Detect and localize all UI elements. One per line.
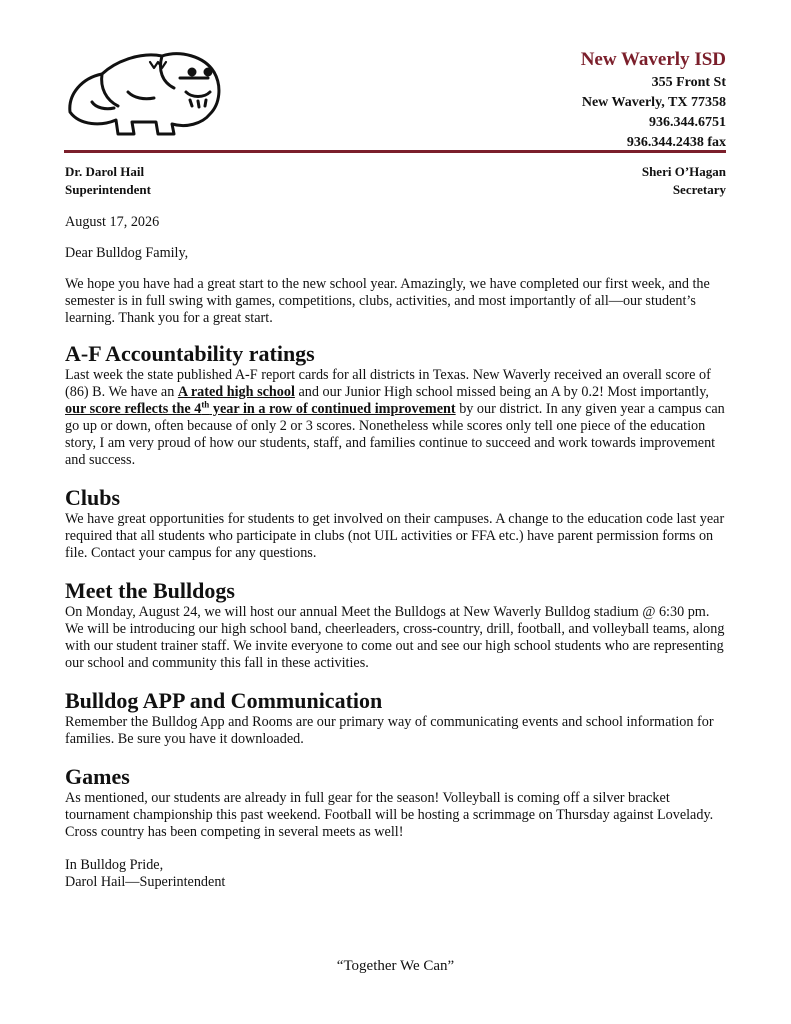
city-line: New Waverly, TX 77358 xyxy=(581,95,726,110)
closing-signature xyxy=(65,857,729,891)
phone-number: 936.344.6751 xyxy=(649,115,726,130)
footer-motto: “Together We Can” xyxy=(336,958,455,974)
section-meet-the-bulldogs xyxy=(65,578,729,672)
superintendent-block xyxy=(65,163,151,199)
section-app xyxy=(65,688,729,748)
header-divider xyxy=(64,150,726,153)
section-paragraph: On Monday, August 24, we will host our annual Meet the Bulldogs at New Waverly Bulldog stadium @ 6:30 pm. We will be introducing our high school band, cheerleaders, cross-country, drill, football, and volleyball teams, along with our student trainer staff. We invite everyone to come out and see our high school students who are representing our school and community this fall in these activities. xyxy=(65,604,725,671)
district-name: New Waverly ISD xyxy=(580,49,726,70)
address-line: 355 Front St xyxy=(651,75,726,90)
section-accountability xyxy=(65,341,729,469)
section-heading: A-F Accountability ratings xyxy=(65,341,315,366)
section-heading: Games xyxy=(65,764,130,789)
section-paragraph: Remember the Bulldog App and Rooms are our primary way of communicating events and school information for families. Be sure you have it downloaded. xyxy=(65,714,714,747)
signature-line: Darol Hail—Superintendent xyxy=(65,874,226,890)
greeting: Dear Bulldog Family, xyxy=(65,245,189,261)
letter-body xyxy=(65,214,729,891)
bulldog-mascot-icon xyxy=(62,42,224,142)
section-paragraph: We have great opportunities for students to get involved on their campuses. A change to the education code last year required that all students who participate in clubs (not UIL activities or FFA etc.) have parent permission forms on file. Contact your campus for any questions. xyxy=(65,511,725,561)
closing-line: In Bulldog Pride, xyxy=(65,857,164,873)
superintendent-title: Superintendent xyxy=(65,182,151,197)
letter-date: August 17, 2026 xyxy=(65,214,160,230)
section-clubs xyxy=(65,485,729,562)
section-heading: Clubs xyxy=(65,485,121,510)
section-heading: Meet the Bulldogs xyxy=(65,578,235,603)
underlined-emphasis: our score reflects the 4th year in a row of continued improvement xyxy=(65,399,456,417)
section-heading: Bulldog APP and Communication xyxy=(65,688,383,713)
underlined-emphasis: A rated high school xyxy=(177,384,295,400)
secretary-block xyxy=(642,163,726,199)
intro-paragraph: We hope you have had a great start to the new school year. Amazingly, we have completed our first week, and the semester is in full swing with games, competitions, clubs, activities, and most importantly of all—our student’s learning. Thank you for a great start. xyxy=(65,276,710,326)
superintendent-name: Dr. Darol Hail xyxy=(65,164,145,179)
fax-number: 936.344.2438 fax xyxy=(626,135,726,150)
section-paragraph: As mentioned, our students are already in full gear for the season! Volleyball is coming off a silver bracket tournament championship this past weekend. Football will be hosting a scrimmage on Thursday against Lovelady. Cross country has been competing in several meets as well! xyxy=(65,790,714,840)
section-paragraph: Last week the state published A-F report cards for all districts in Texas. New Waverly received an overall score of (86) B. We have an A rated high school and our Junior High school missed being an A by 0.2! Most importantly, our score reflects the 4th year in a row of continued improvement by our district. In any given year a campus can go up or down, often because of only 2 or 3 scores. Nonetheless while scores only tell one piece of the education story, I am very proud of how our students, staff, and families continue to succeed and work towards improvement and success. xyxy=(65,367,725,468)
secretary-name: Sheri O’Hagan xyxy=(641,164,726,179)
section-games xyxy=(65,764,729,841)
secretary-title: Secretary xyxy=(672,182,726,197)
letterhead xyxy=(581,48,726,153)
